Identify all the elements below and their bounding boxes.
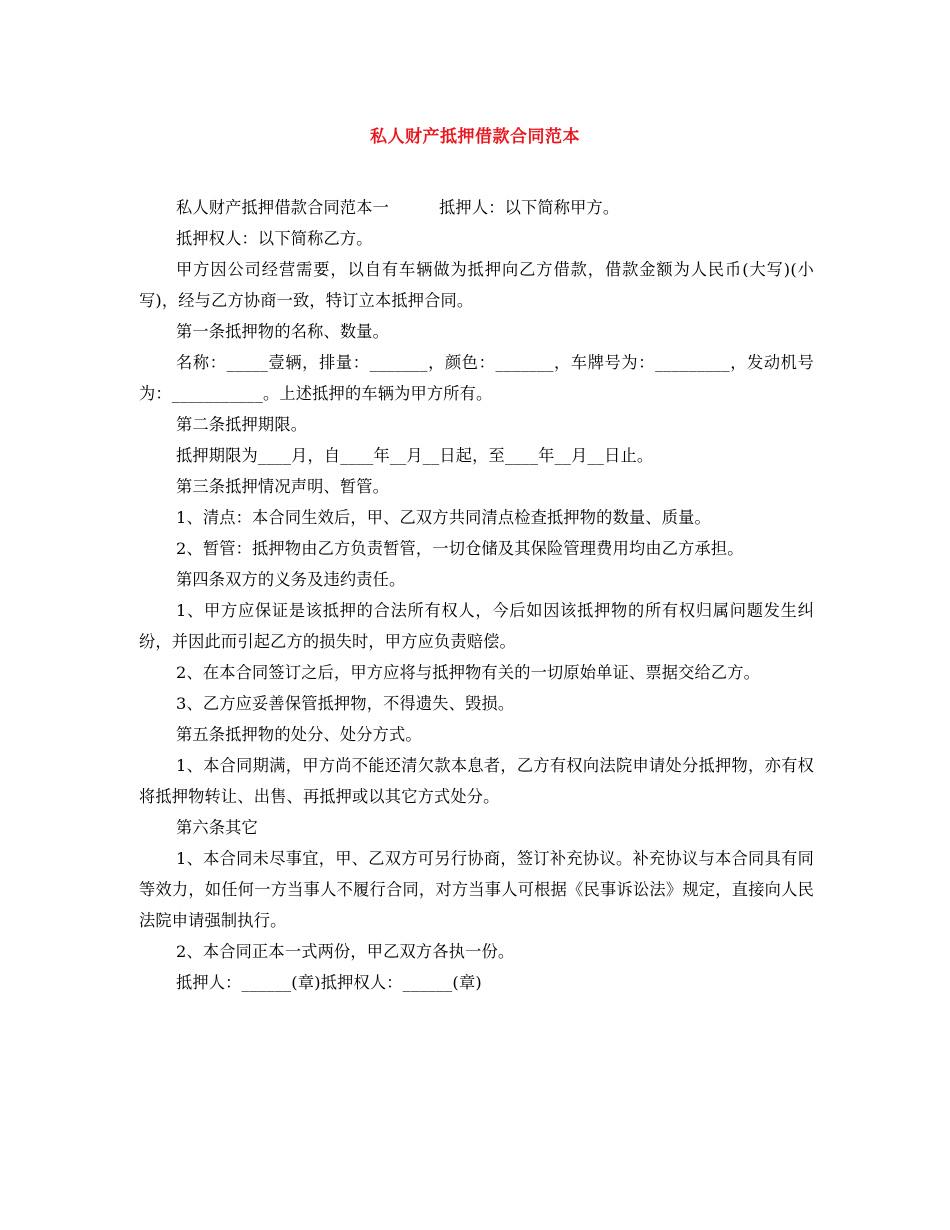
paragraph: 抵押期限为____月，自____年__月__日起，至____年__月__日止。 <box>176 446 654 465</box>
intro-title: 私人财产抵押借款合同范本一 <box>176 198 390 217</box>
paragraph: 3、乙方应妥善保管抵押物，不得遗失、毁损。 <box>176 694 515 713</box>
intro-line <box>139 192 814 223</box>
paragraph: 2、本合同正本一式两份，甲乙双方各执一份。 <box>176 942 515 961</box>
paragraph: 1、本合同期满，甲方尚不能还清欠款本息者，乙方有权向法院申请处分抵押物，亦有权将抵押物转让、出售、再抵押或以其它方式处分。 <box>139 756 814 806</box>
paragraph: 第二条抵押期限。 <box>176 415 308 434</box>
paragraph: 1、清点：本合同生效后，甲、乙双方共同清点检查抵押物的数量、质量。 <box>176 508 711 527</box>
signature-line: 抵押人：______(章)抵押权人：______(章) <box>176 973 482 992</box>
document-body <box>139 192 814 998</box>
paragraph: 2、暂管：抵押物由乙方负责暂管，一切仓储及其保险管理费用均由乙方承担。 <box>176 539 744 558</box>
paragraph: 抵押权人：以下简称乙方。 <box>176 229 373 248</box>
paragraph: 1、本合同未尽事宜，甲、乙双方可另行协商，签订补充协议。补充协议与本合同具有同等效力，如任何一方当事人不履行合同，对方当事人可根据《民事诉讼法》规定，直接向人民法院申请强制执行。 <box>139 849 814 930</box>
paragraph: 第四条双方的义务及违约责任。 <box>176 570 406 589</box>
paragraph: 第五条抵押物的处分、处分方式。 <box>176 725 422 744</box>
paragraph: 第一条抵押物的名称、数量。 <box>176 322 390 341</box>
paragraph: 第六条其它 <box>176 818 258 837</box>
document-title: 私人财产抵押借款合同范本 <box>370 127 580 147</box>
paragraph: 1、甲方应保证是该抵押的合法所有权人，今后如因该抵押物的所有权归属问题发生纠纷，并因此而引起乙方的损失时，甲方应负责赔偿。 <box>139 601 814 651</box>
paragraph: 2、在本合同签订之后，甲方应将与抵押物有关的一切原始单证、票据交给乙方。 <box>176 663 761 682</box>
paragraph: 名称：_____壹辆，排量：_______，颜色：_______，车牌号为：_________，发动机号为：___________。上述抵押的车辆为甲方所有。 <box>139 353 814 403</box>
intro-party: 抵押人：以下简称甲方。 <box>439 198 620 217</box>
paragraph: 第三条抵押情况声明、暂管。 <box>176 477 390 496</box>
paragraph: 甲方因公司经营需要，以自有车辆做为抵押向乙方借款，借款金额为人民币(大写)(小写)，经与乙方协商一致，特订立本抵押合同。 <box>139 260 814 310</box>
